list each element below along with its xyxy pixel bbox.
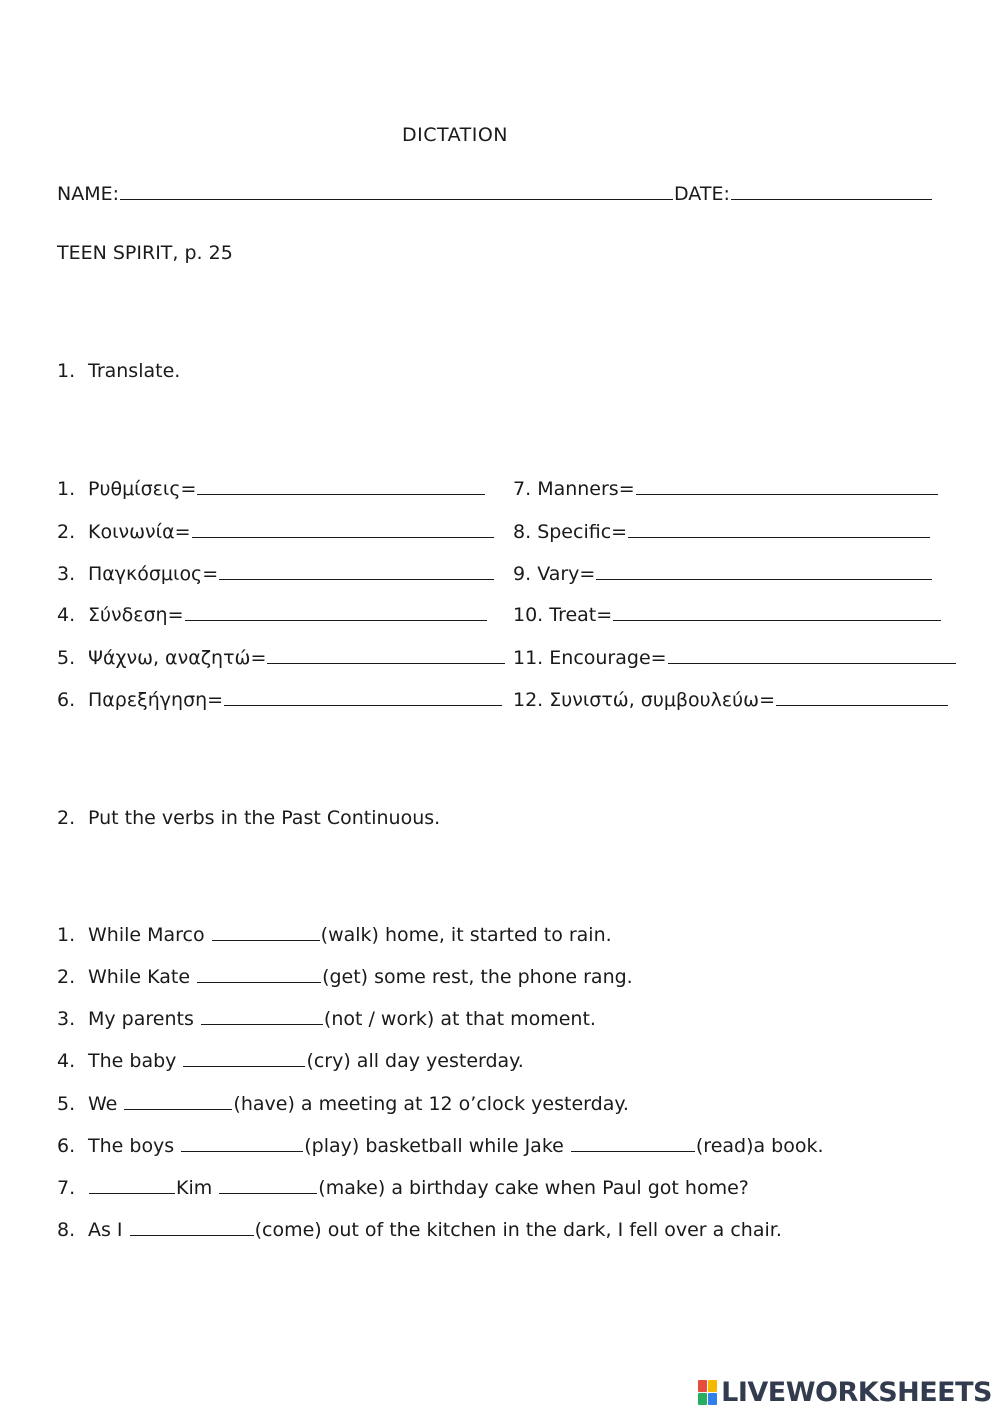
sentence-part: While Kate [88, 966, 197, 988]
verb-blank[interactable] [181, 1135, 303, 1152]
answer-blank[interactable] [267, 647, 505, 664]
verb-blank[interactable] [201, 1008, 323, 1025]
item-number: 9. [513, 563, 532, 585]
answer-blank[interactable] [596, 563, 932, 580]
item-number: 5. [57, 1093, 76, 1115]
item-word: Manners= [537, 478, 635, 500]
item-word: Σύνδεση= [88, 604, 184, 626]
item-number: 7. [57, 1177, 76, 1199]
sentence-part: (come) out of the kitchen in the dark, I fell over a chair. [254, 1219, 782, 1241]
name-date-row [57, 183, 933, 205]
answer-blank[interactable] [197, 478, 485, 495]
item-number: 6. [57, 1135, 76, 1157]
section2-number: 2. [57, 807, 76, 829]
translate-item [57, 563, 495, 585]
answer-blank[interactable] [628, 521, 930, 538]
verb-blank[interactable] [212, 924, 320, 941]
sentence-part: My parents [88, 1008, 200, 1030]
sentence-part: (make) a birthday cake when Paul got home? [318, 1177, 749, 1199]
sentence-part: (play) basketball while Jake [304, 1135, 570, 1157]
item-number: 3. [57, 1008, 76, 1030]
translate-item [57, 604, 488, 626]
answer-blank[interactable] [224, 689, 502, 706]
sentence-part: (cry) all day yesterday. [306, 1050, 524, 1072]
sentence-part: (not / work) at that moment. [323, 1008, 596, 1030]
answer-blank[interactable] [636, 478, 938, 495]
source-reference: TEEN SPIRIT, p. 25 [57, 242, 233, 264]
translate-item [57, 521, 495, 543]
item-word: Συνιστώ, συμβουλεύω= [549, 689, 775, 711]
sentence-part: As I [88, 1219, 129, 1241]
worksheet-title: DICTATION [401, 124, 509, 146]
sentence-part: (read)a book. [695, 1135, 824, 1157]
item-number: 8. [57, 1219, 76, 1241]
item-number: 10. [513, 604, 544, 626]
item-number: 1. [57, 478, 76, 500]
translate-item [513, 647, 957, 669]
verb-blank[interactable] [124, 1093, 232, 1110]
sentence-part: We [88, 1093, 124, 1115]
verb-blank[interactable] [571, 1135, 695, 1152]
item-number: 3. [57, 563, 76, 585]
verb-blank[interactable] [130, 1219, 254, 1236]
sentence-part: Kim [176, 1177, 219, 1199]
item-word: Vary= [537, 563, 596, 585]
verb-blank[interactable] [183, 1050, 305, 1067]
sentence-part: The baby [88, 1050, 183, 1072]
verb-item [57, 1093, 629, 1115]
item-number: 5. [57, 647, 76, 669]
item-number: 4. [57, 604, 76, 626]
sentence-part: (have) a meeting at 12 o’clock yesterday. [233, 1093, 629, 1115]
translate-item [513, 604, 942, 626]
section1-number: 1. [57, 360, 76, 382]
item-number: 12. [513, 689, 544, 711]
verb-item [57, 966, 633, 988]
item-number: 8. [513, 521, 532, 543]
item-number: 1. [57, 924, 76, 946]
item-number: 11. [513, 647, 544, 669]
translate-item [513, 521, 931, 543]
verb-item [57, 1050, 524, 1072]
logo-mark-icon [698, 1380, 717, 1405]
item-word: Specific= [537, 521, 628, 543]
answer-blank[interactable] [219, 563, 494, 580]
item-number: 7. [513, 478, 532, 500]
name-label: NAME: [57, 183, 120, 205]
item-word: Ρυθμίσεις= [88, 478, 197, 500]
liveworksheets-logo [698, 1377, 992, 1407]
item-number: 6. [57, 689, 76, 711]
translate-item [57, 689, 503, 711]
item-number: 2. [57, 521, 76, 543]
section1-heading [57, 360, 180, 382]
sentence-part: The boys [88, 1135, 181, 1157]
item-word: Παγκόσμιος= [88, 563, 219, 585]
item-word: Κοινωνία= [88, 521, 191, 543]
verb-blank[interactable] [197, 966, 321, 983]
item-word: Ψάχνω, αναζητώ= [88, 647, 267, 669]
item-number: 4. [57, 1050, 76, 1072]
answer-blank[interactable] [668, 647, 956, 664]
answer-blank[interactable] [192, 521, 494, 538]
answer-blank[interactable] [185, 604, 487, 621]
item-number: 2. [57, 966, 76, 988]
item-word: Παρεξήγηση= [88, 689, 224, 711]
date-blank[interactable] [731, 183, 932, 200]
translate-item [513, 478, 939, 500]
translate-item [57, 647, 506, 669]
translate-item [513, 563, 933, 585]
verb-blank[interactable] [219, 1177, 317, 1194]
verb-blank[interactable] [89, 1177, 175, 1194]
sentence-part: (get) some rest, the phone rang. [322, 966, 633, 988]
answer-blank[interactable] [613, 604, 941, 621]
item-word: Treat= [549, 604, 613, 626]
item-word: Encourage= [549, 647, 667, 669]
sentence-part: While Marco [88, 924, 211, 946]
section2-heading [57, 807, 440, 829]
name-blank[interactable] [120, 183, 673, 200]
section1-instruction: Translate. [88, 360, 181, 382]
date-label: DATE: [674, 183, 730, 205]
verb-item [57, 1008, 596, 1030]
logo-text: LIVEWORKSHEETS [721, 1376, 992, 1408]
verb-item [57, 924, 612, 946]
translate-item [513, 689, 949, 711]
answer-blank[interactable] [776, 689, 948, 706]
sentence-part: (walk) home, it started to rain. [320, 924, 612, 946]
section2-instruction: Put the verbs in the Past Continuous. [88, 807, 441, 829]
verb-item [57, 1219, 782, 1241]
verb-item [57, 1135, 824, 1157]
translate-item [57, 478, 486, 500]
verb-item [57, 1177, 749, 1199]
